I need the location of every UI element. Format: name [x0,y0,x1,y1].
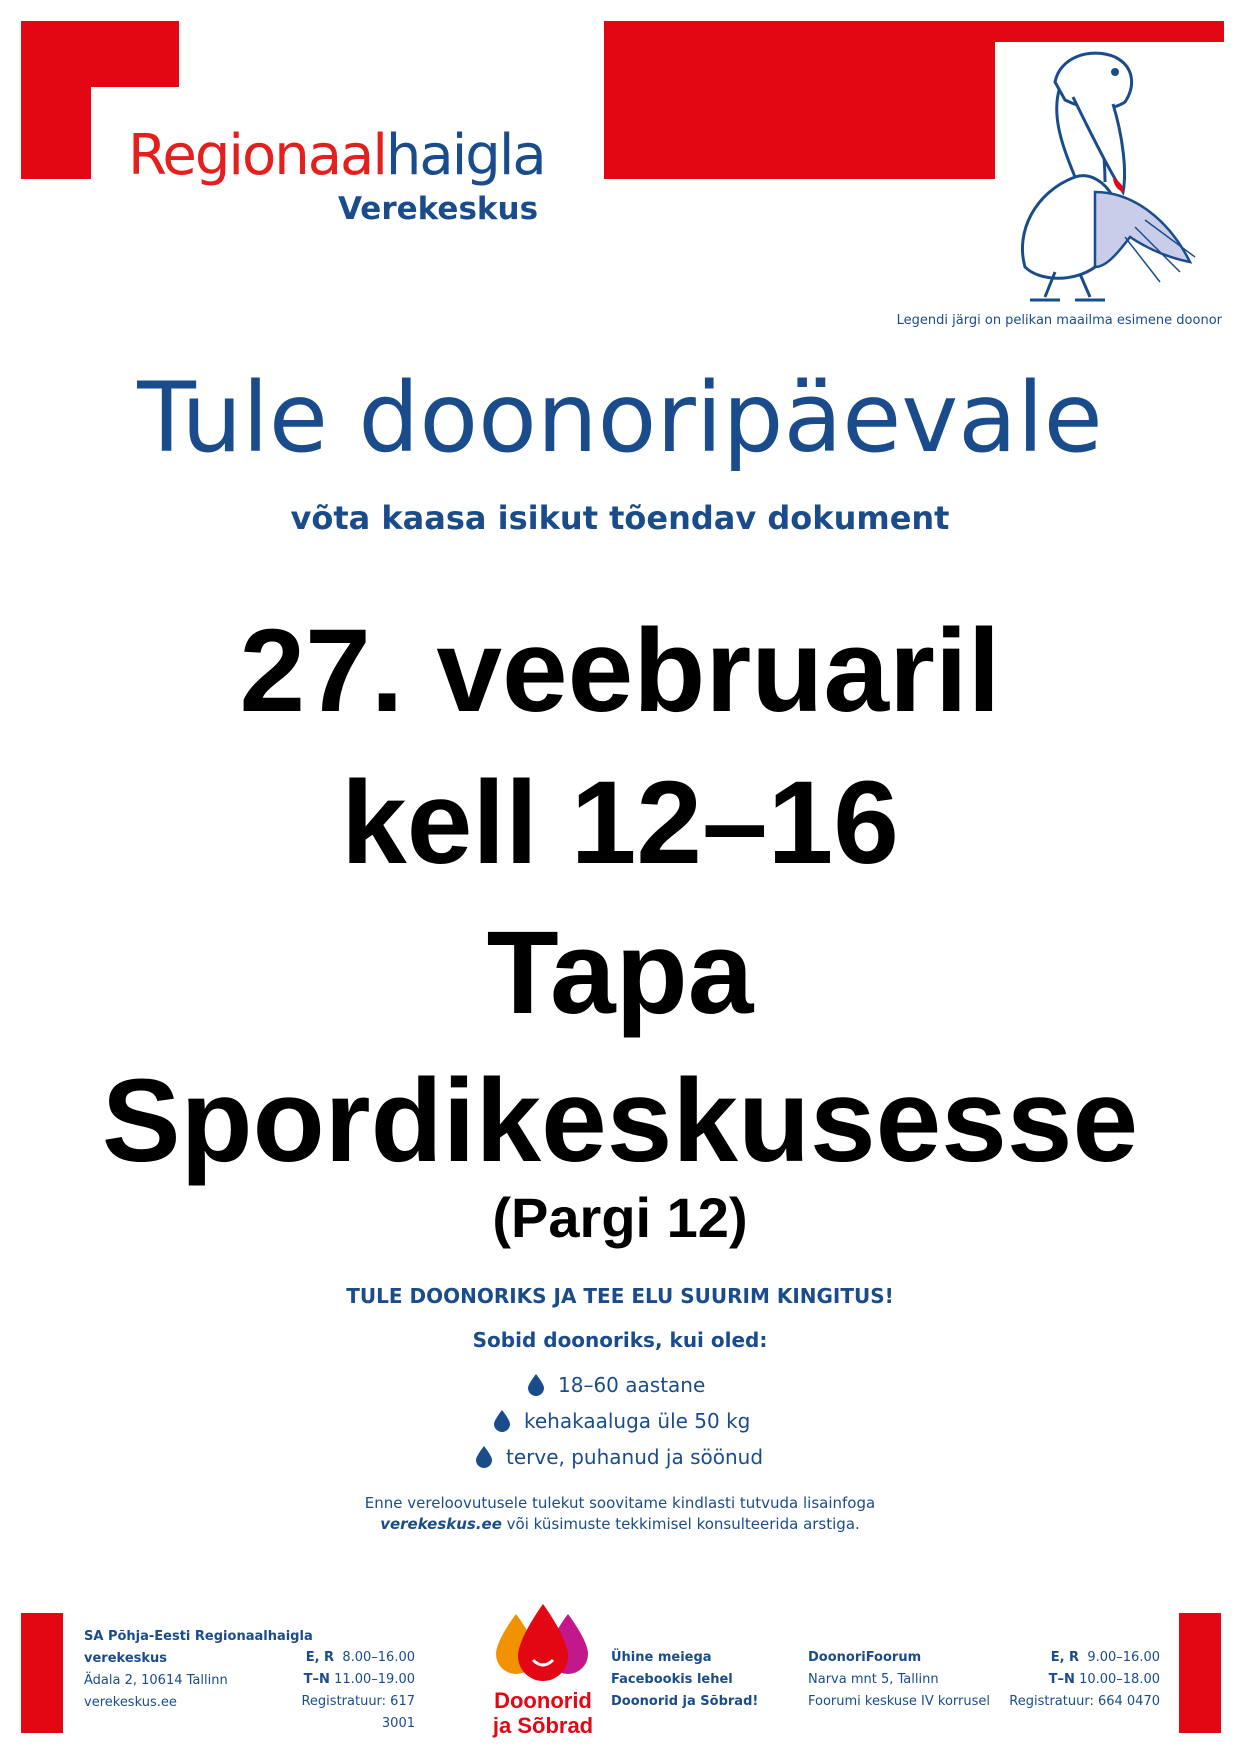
org-address: Ädala 2, 10614 Tallinn [84,1673,228,1688]
main-heading: Tule doonoripäevale [137,362,1103,474]
blood-drop-icon [528,1374,544,1396]
criteria-item [528,1374,705,1396]
hours-day: T–N [303,1672,330,1687]
forum-floor: Foorumi keskuse IV korrusel [808,1694,990,1709]
event-date: 27. veebruaril [239,605,1001,737]
red-footer-bar-right [1179,1613,1221,1733]
donor-slogan: TULE DOONORIKS JA TEE ELU SUURIM KINGITUS! [346,1284,894,1308]
blood-drop-icon [494,1410,510,1432]
event-time: kell 12–16 [341,757,899,889]
footer-hours-hospital [270,1647,415,1735]
registry-phone: Registratuur: 617 3001 [301,1694,415,1731]
criteria-text: terve, puhanud ja söönud [506,1445,764,1469]
sub-heading: võta kaasa isikut tõendav dokument [290,499,950,537]
hours-day: E, R [305,1650,335,1665]
info-line-1: Enne vereloovutusele tulekut soovitame kindlasti tutvuda lisainfoga [364,1494,876,1512]
logo-brand-blue: haigla [385,123,545,188]
footer-forum-info [808,1647,990,1713]
footer-facebook [611,1647,758,1713]
org-dept: verekeskus [84,1651,168,1666]
criteria-item [494,1410,750,1432]
fb-line: Ühine meiega [611,1650,712,1665]
hours-day: T–N [1048,1672,1075,1687]
forum-name: DoonoriFoorum [808,1650,922,1665]
criteria-item [476,1446,763,1468]
footer-hours-forum [1000,1647,1160,1713]
legend-caption: Legendi järgi on pelikan maailma esimene doonor [896,313,1222,328]
org-name: SA Põhja-Eesti Regionaalhaigla [84,1629,313,1644]
hospital-logo [128,123,545,188]
event-town: Tapa [486,907,754,1039]
criteria-text: kehakaaluga üle 50 kg [524,1409,751,1433]
donors-friends-logo [488,1600,598,1740]
forum-address: Narva mnt 5, Tallinn [808,1672,939,1687]
hours-time: 8.00–16.00 [342,1650,415,1665]
pelican-icon [995,42,1225,307]
info-line-2-rest: või küsimuste tekkimisel konsulteerida arstiga. [501,1515,860,1533]
criteria-title: Sobid doonoriks, kui oled: [472,1328,768,1352]
info-line-2 [0,1514,1240,1535]
website-link[interactable]: verekeskus.ee [380,1515,502,1533]
red-footer-bar-left [21,1613,63,1733]
hours-time: 9.00–16.00 [1087,1650,1160,1665]
red-corner-block-side [21,21,91,179]
org-web: verekeskus.ee [84,1695,177,1710]
event-address: (Pargi 12) [492,1186,748,1249]
logo-brand-red: Regionaal [128,123,386,188]
event-venue: Spordikeskusesse [101,1055,1139,1187]
hours-time: 10.00–18.00 [1079,1672,1160,1687]
logo-text-line-2: ja Sõbrad [492,1713,594,1738]
hours-time: 11.00–19.00 [334,1672,415,1687]
fb-page-link[interactable]: Doonorid ja Sõbrad! [611,1694,759,1709]
logo-subtitle: Verekeskus [338,191,539,227]
criteria-text: 18–60 aastane [558,1373,706,1397]
fb-line: Facebookis lehel [611,1672,733,1687]
registry-phone: Registratuur: 664 0470 [1009,1694,1160,1709]
blood-drop-icon [476,1446,492,1468]
info-text [0,1493,1240,1535]
logo-text-line-1: Doonorid [494,1688,592,1713]
hours-day: E, R [1050,1650,1080,1665]
